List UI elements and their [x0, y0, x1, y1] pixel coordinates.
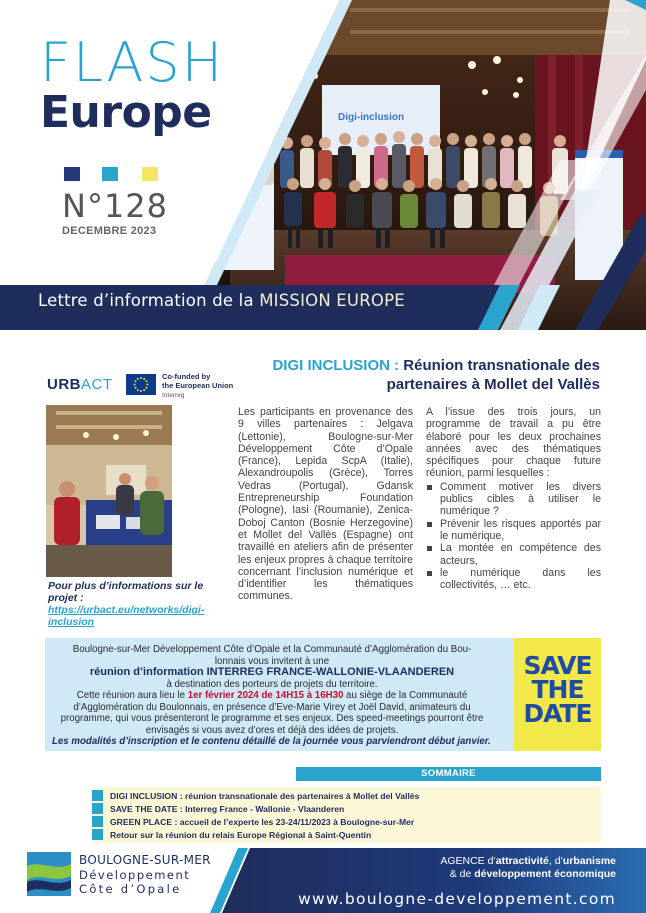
issue-date: DECEMBRE 2023 [62, 225, 157, 237]
std-date: 1er février 2024 de 14H15 à 16H30 [187, 690, 344, 701]
header [0, 0, 646, 330]
sommaire-item[interactable] [92, 790, 419, 802]
eu-cofunded-label [162, 372, 233, 400]
agency-bold-2: urbanisme [562, 855, 616, 867]
article-bullets [426, 481, 601, 592]
bullet-square-icon [92, 816, 103, 827]
urbact-logo-act: ACT [81, 376, 113, 393]
banner-highlight: MISSION EUROPE [259, 291, 405, 310]
article-title-highlight: DIGI INCLUSION : [272, 357, 400, 374]
std-event-title: réunion d’information INTERREG FRANCE-WALLONIE-VLAANDEREN [89, 666, 455, 678]
agency-text-3: & de [449, 868, 475, 880]
save-the-date-text [52, 644, 492, 748]
deco-square-cyan [102, 167, 118, 181]
title-europe: Europe [40, 87, 212, 138]
article-title [220, 356, 600, 394]
logo-line3: Côte d’Opale [79, 882, 182, 896]
article-col2-intro: A l’issue des trois jours, un programme de travail a pu être élaboré pour les deux prochaines années avec des thématiques spécifiques pour chaque future réunion, parmi lesquelles : [426, 406, 601, 480]
sommaire-item[interactable] [92, 829, 371, 841]
urbact-logo [47, 376, 113, 393]
deco-square-yellow [142, 167, 158, 181]
badge-line2: THE [531, 675, 584, 704]
eu-line1: Co-funded by [162, 372, 211, 381]
logo-line1: BOULOGNE-SUR-MER [79, 853, 211, 867]
logo-line2: Développement [79, 868, 191, 882]
banner-title [38, 291, 405, 310]
bullet-square-icon [92, 829, 103, 840]
std-audience: à destination des porteurs de projets du territoire. [166, 678, 378, 690]
project-info-text: Pour plus d’informations sur le projet : [48, 580, 204, 604]
issue-number: N°128 [62, 187, 169, 225]
badge-line3: DATE [523, 699, 592, 728]
title-flash: FLASH [40, 31, 225, 94]
std-details-a: Cette réunion aura lieu le [76, 690, 188, 701]
workshop-photo [46, 405, 172, 577]
eu-flag-icon [126, 374, 156, 395]
list-item: La montée en compétence des acteurs, [426, 542, 601, 567]
std-intro-line1: Boulogne-sur-Mer Développement Côte d’Opale et la Communauté d’Agglomération du Bou- [72, 644, 472, 655]
list-item: le numérique dans les collectivités, … etc. [426, 567, 601, 592]
agency-bold-3: développement économique [474, 868, 616, 880]
sommaire-item-label: Retour sur la réunion du relais Europe Régional à Saint-Quentin [110, 830, 372, 840]
sommaire-title: SOMMAIRE [421, 768, 476, 779]
agency-text-2: , d’ [548, 855, 563, 867]
sommaire-item-label: GREEN PLACE : accueil de l’experte les 23-24/11/2023 à Boulogne-sur-Mer [110, 817, 415, 827]
save-the-date-badge [514, 638, 601, 751]
boulogne-logo-icon [27, 852, 71, 896]
project-info [48, 580, 223, 628]
agency-tagline [380, 855, 616, 881]
std-intro [52, 644, 492, 667]
sommaire-item-label: DIGI INCLUSION : réunion transnationale des partenaires à Mollet del Vallès [110, 791, 420, 801]
project-link[interactable]: https://urbact.eu/networks/digi-inclusion [48, 604, 205, 628]
urbact-logo-urb: URB [47, 376, 81, 393]
list-item: Comment motiver les divers publics cibles à utiliser le numérique ? [426, 481, 601, 518]
agency-text-1: AGENCE d’ [440, 855, 496, 867]
std-details-b: au siège de la Communauté d’Agglomération du Boulonnais, en présence d’Eve-Marie Virey et Joël David, animateurs du programme, qui vous présenteront le programme et ses enjeux. Des speed-meetings pourront être envisagés si vous avez d’ores et déjà des idées de projets. [60, 690, 484, 736]
badge-line1: SAVE [523, 651, 592, 680]
sommaire-item-label: SAVE THE DATE : Interreg France - Wallonie - Vlaanderen [110, 804, 345, 814]
eu-line2: the European Union [162, 381, 234, 390]
std-intro-line2: lonnais vous invitent à une [214, 655, 330, 667]
article-title-rest: Réunion transnationale des [399, 357, 600, 374]
banner-prefix: Lettre d’information de la [38, 291, 260, 310]
website-link[interactable]: www.boulogne-developpement.com [298, 890, 616, 908]
article-col1: Les participants en provenance des 9 villes partenaires : Jelgava (Lettonie), Boulogne-sur-Mer Développement Côte d’Opale (France), Lepida ScpA (Italie), Alexandroupolis (Grèce), Torres Vedras (Portugal), Gdansk Entrepreneurship Foundation (Pologne), Iasi (Roumanie), Zenica- Doboj Canton (Bosnie Herzegovine) et Mollet del Vallès (Espagne) ont travaillé en ateliers afin de présenter les enjeux propres à chaque territoire concernant l’inclusion numérique et d’identifier les thématiques communes. [238, 406, 413, 603]
std-closing: Les modalités d’inscription et le contenu détaillé de la journée vous parviendront début janvier. [52, 736, 491, 747]
sommaire-item[interactable] [92, 803, 344, 815]
list-item: Prévenir les risques apportés par le numérique, [426, 518, 601, 543]
article-col2 [426, 406, 601, 591]
article-title-line2: partenaires à Mollet del Vallès [386, 376, 600, 393]
bullet-square-icon [92, 803, 103, 814]
std-details [52, 690, 492, 736]
eu-line3: Interreg [162, 392, 185, 399]
screen-text: Digi-inclusion [338, 112, 405, 123]
bullet-square-icon [92, 790, 103, 801]
sommaire-item[interactable] [92, 816, 414, 828]
agency-bold-1: attractivité [495, 855, 549, 867]
deco-square-navy [64, 167, 80, 181]
